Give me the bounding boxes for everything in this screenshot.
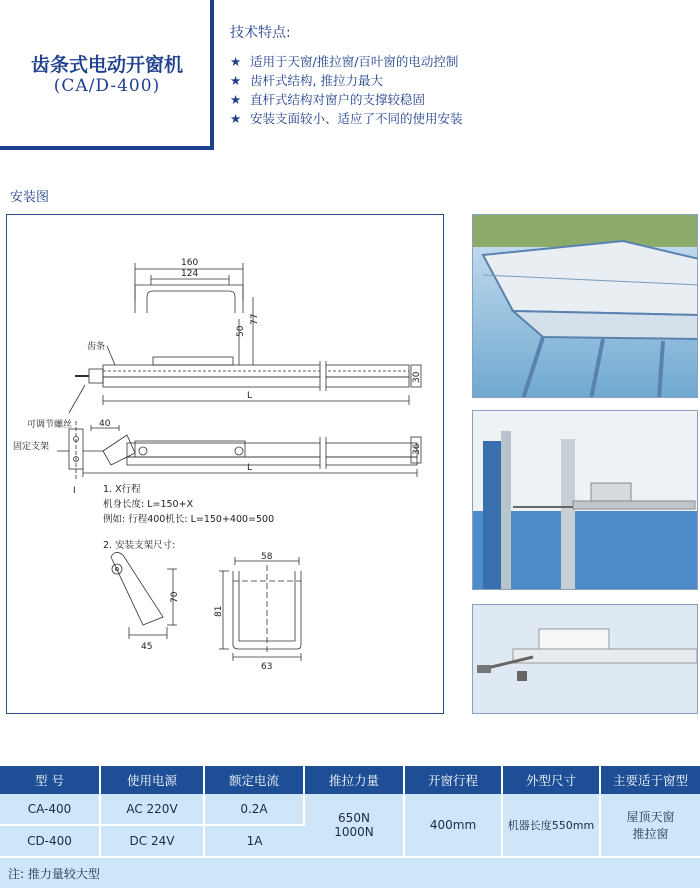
- header-size: 外型尺寸: [502, 766, 600, 794]
- dim-124: 124: [181, 269, 199, 279]
- dim-36: 36: [412, 443, 422, 455]
- header-model: 型 号: [0, 766, 100, 794]
- dim-40: 40: [99, 419, 111, 429]
- note-stroke: 1. X行程: [103, 484, 141, 495]
- features-heading: 技术特点:: [230, 25, 291, 41]
- dim-45: 45: [141, 642, 153, 652]
- spec-table: [0, 766, 700, 890]
- dim-70: 70: [170, 591, 180, 603]
- bracket-left: [111, 552, 163, 625]
- header-window-type: 主要适于窗型: [600, 766, 700, 794]
- dim-160: 160: [181, 258, 199, 268]
- note-bracket: 2. 安装支架尺寸:: [103, 540, 176, 551]
- table-footnote: 注: 推力量较大型: [0, 857, 700, 889]
- photo-actuator: [472, 604, 698, 714]
- cell-current: 1A: [204, 825, 304, 857]
- photo-roof-window: [472, 214, 698, 398]
- dim-L-bottom: L: [247, 463, 253, 473]
- star-icon: ★: [230, 92, 242, 107]
- label-I: I: [73, 486, 76, 496]
- header-force: 推拉力量: [304, 766, 404, 794]
- dim-L-top: L: [247, 391, 253, 401]
- cell-model: CA-400: [0, 794, 100, 825]
- photo-side-window: [472, 410, 698, 590]
- product-title: 齿条式电动开窗机: [30, 54, 183, 76]
- star-icon: ★: [230, 73, 242, 88]
- install-title: 安装图: [10, 190, 50, 205]
- star-icon: ★: [230, 54, 242, 69]
- dim-63: 63: [261, 662, 273, 672]
- label-adjust-screw: 可调节螺丝: [27, 420, 73, 430]
- table-footnote-row: [0, 857, 700, 889]
- table-row: [0, 794, 700, 825]
- label-fixed-bracket: 固定支架: [13, 442, 50, 452]
- dim-30: 30: [412, 371, 422, 383]
- cell-power: DC 24V: [100, 825, 204, 857]
- header-stroke: 开窗行程: [404, 766, 502, 794]
- dim-58: 58: [261, 552, 273, 562]
- feature-item: ★ 直杆式结构对窗户的支撑较稳固: [230, 92, 426, 107]
- cell-size: 机器长度550mm: [502, 794, 600, 857]
- header-power: 使用电源: [100, 766, 204, 794]
- cell-window-type: 屋顶天窗 推拉窗: [600, 794, 700, 857]
- table-header-row: [0, 766, 700, 794]
- installation-drawing: [6, 214, 444, 714]
- dim-77: 77: [250, 313, 260, 325]
- dim-50: 50: [236, 325, 246, 337]
- header-current: 额定电流: [204, 766, 304, 794]
- feature-item: ★ 适用于天窗/推拉窗/百叶窗的电动控制: [230, 54, 459, 69]
- note-length: 机身长度: L=150+X: [103, 499, 194, 510]
- cell-power: AC 220V: [100, 794, 204, 825]
- feature-item: ★ 安装支面较小、适应了不同的使用安装: [230, 111, 463, 126]
- feature-item: ★ 齿杆式结构, 推拉力最大: [230, 73, 383, 88]
- cell-model: CD-400: [0, 825, 100, 857]
- features-list: [230, 52, 463, 128]
- star-icon: ★: [230, 111, 242, 126]
- product-model: (CA/D-400): [53, 76, 161, 96]
- note-example: 例如: 行程400机长: L=150+400=500: [103, 514, 275, 525]
- housing-outline: [135, 285, 243, 313]
- cell-force: 650N 1000N: [304, 794, 404, 857]
- housing-inner: [147, 291, 235, 313]
- cell-current: 0.2A: [204, 794, 304, 825]
- dim-81: 81: [214, 605, 224, 617]
- drawing-svg: [7, 215, 443, 713]
- cell-stroke: 400mm: [404, 794, 502, 857]
- label-rack: 齿条: [87, 342, 106, 352]
